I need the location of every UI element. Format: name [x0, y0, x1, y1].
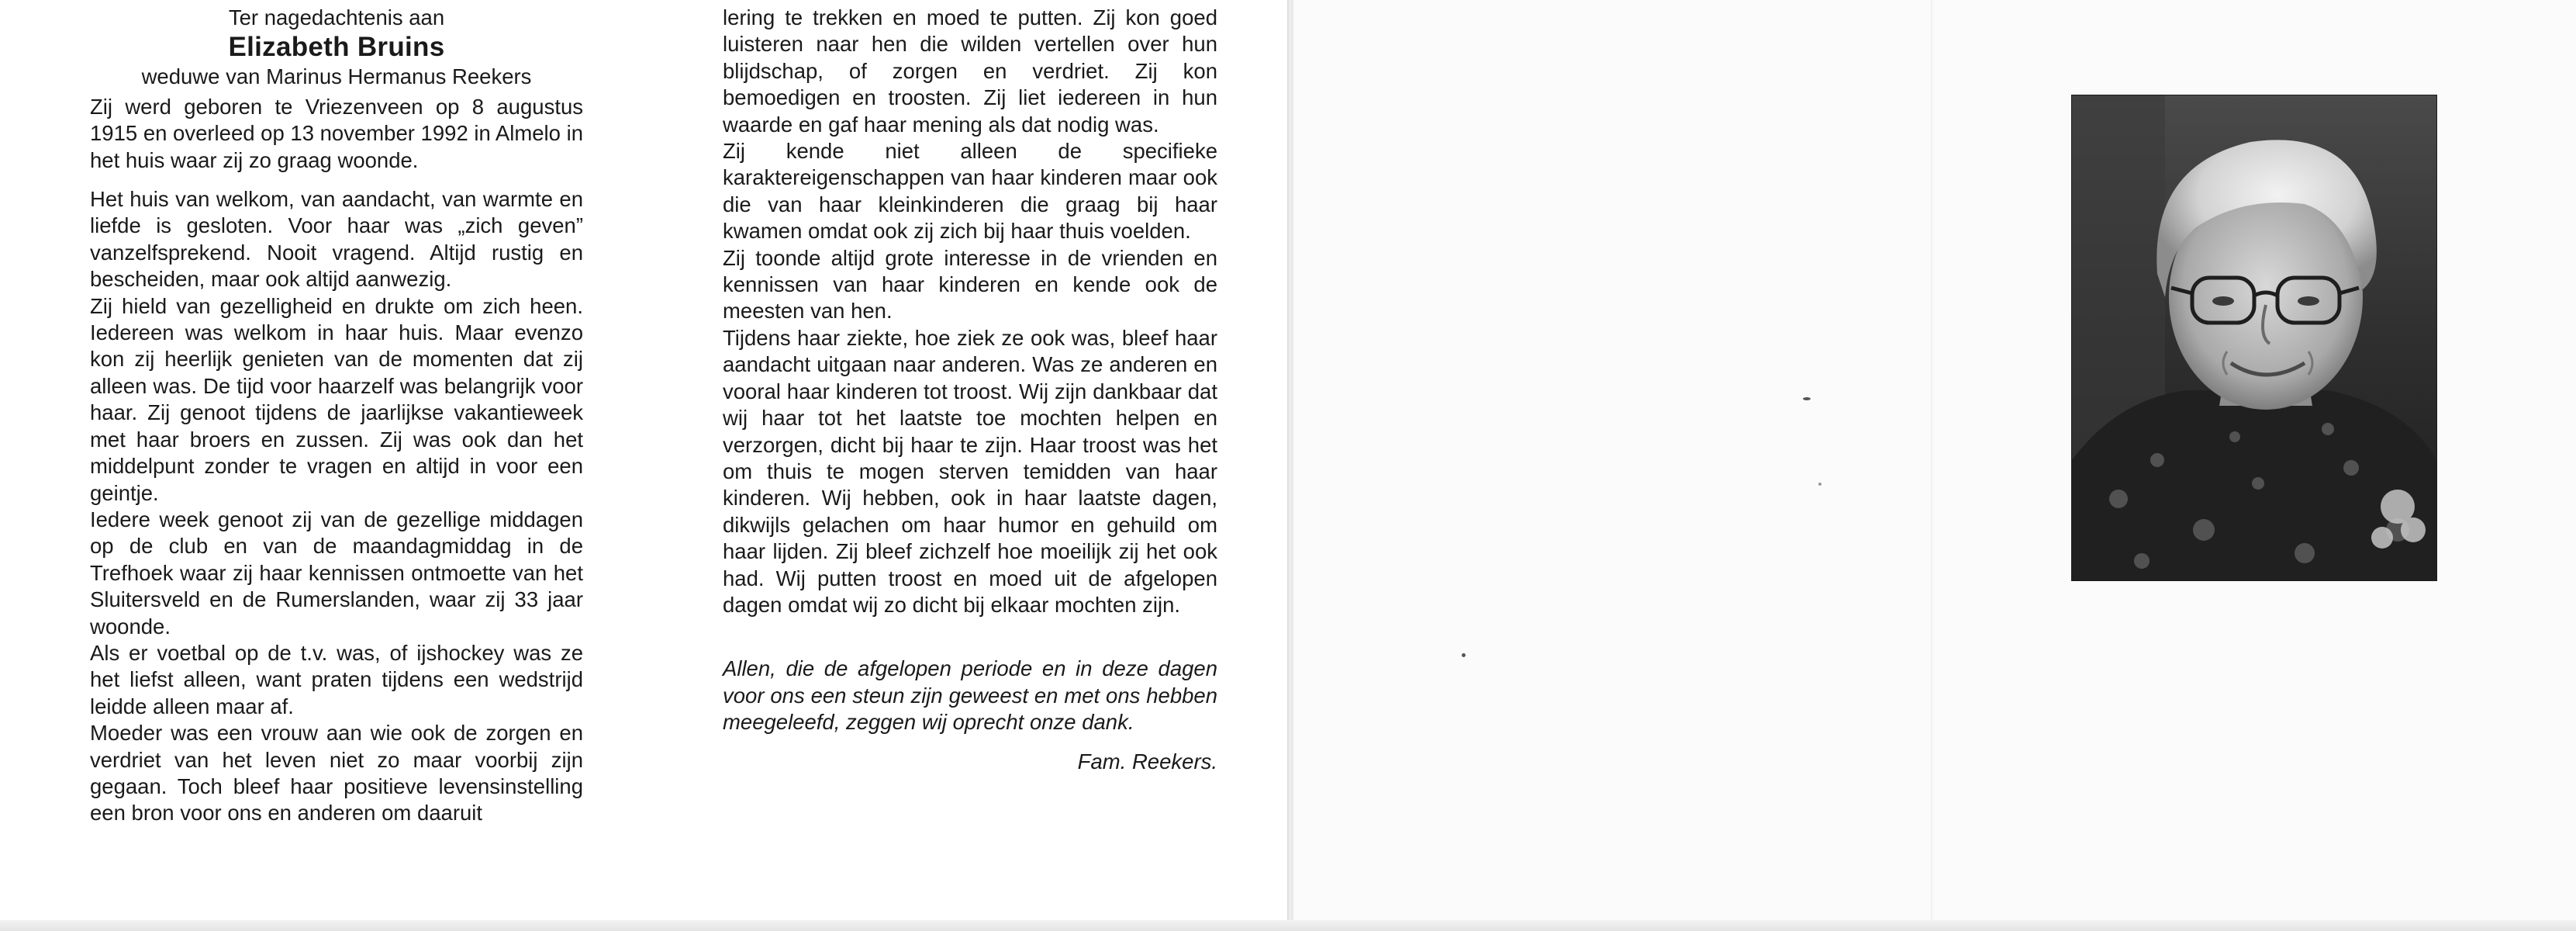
paper-speck: [1818, 483, 1822, 486]
paragraph: Als er voetbal op de t.v. was, of ijshockey was ze het liefst alleen, want praten tijdens een wedstrijd leidde alleen maar af.: [90, 640, 583, 718]
paragraph: Zij kende niet alleen de specifieke karaktereigenschappen van haar kinderen maar ook die van haar kleinkinderen die graag bij haar kwamen omdat ook zij zich bij haar thuis voelden.: [723, 139, 1217, 244]
paragraph: Zij werd geboren te Vriezenveen op 8 augustus 1915 en overleed op 13 november 1992 in Almelo in het huis waar zij zo graag woonde.: [90, 94, 584, 172]
paragraph: Het huis van welkom, van aandacht, van warmte en liefde is gesloten. Voor haar was „zich geven” vanzelfsprekend. Nooit vragend. Altijd rustig en bescheiden, maar ook altijd aanwezig.: [90, 187, 583, 292]
text-column-1: [90, 5, 583, 827]
paper-speck: [1462, 653, 1466, 657]
paragraph: Moeder was een vrouw aan wie ook de zorgen en verdriet van het leven niet zo maar voorbij zijn gegaan. Toch bleef haar positieve levensinstelling een bron voor ons en anderen om daaruit: [90, 721, 583, 825]
paragraph: Zij hield van gezelligheid en drukte om zich heen. Iedereen was welkom in haar huis. Maar evenzo kon zij heerlijk genieten van de momenten dat zij alleen was. De tijd voor haarzelf was belangrijk voor haar. Zij genoot tijdens de jaarlijkse vakantieweek met haar broers en zussen. Zij was ook dan het middelpunt zonder te vragen en altijd in voor een geintje.: [90, 293, 583, 505]
portrait-photo: [2071, 95, 2437, 581]
paragraph: lering te trekken en moed te putten. Zij kon goed luisteren naar hen die wilden vertellen over hun blijdschap, of zorgen en verdriet. Zij kon bemoedigen en troosten. Zij liet iedereen in hun waarde en gaf haar mening als dat nodig was.: [723, 5, 1217, 137]
family-signature: Fam. Reekers.: [1077, 749, 1217, 774]
card-header: [90, 5, 583, 91]
paragraph: Iedere week genoot zij van de gezellige middagen op de club en van de maandagmiddag in de Trefhoek waar zij haar kennissen ontmoette van het Sluitersveld en de Rumerslanden, waar zij 33 jaar woonde.: [90, 507, 583, 639]
memorial-intro: Ter nagedachtenis aan: [228, 5, 445, 29]
portrait-illustration: [2072, 95, 2436, 580]
paragraph: Tijdens haar ziekte, hoe ziek ze ook was, bleef haar aandacht uitgaan naar anderen. Was ze anderen en vooral haar kinderen tot troost. Wij zijn dankbaar dat wij haar tot het laatste toe mochten helpen en verzorgen, dicht bij haar te zijn. Haar troost was het om thuis te mogen sterven temidden van haar kinderen. Wij hebben, ook in haar laatste dagen, dikwijls gelachen om haar humor en gehuild om haar lijden. Zij bleef zichzelf hoe moeilijk zij het ook had. Wij putten troost en moed uit de afgelopen dagen omdat wij zo dicht bij elkaar mochten zijn.: [723, 325, 1217, 617]
panel-crease: [1931, 0, 1932, 931]
paragraph: Zij toonde altijd grote interesse in de vrienden en kennissen van haar kinderen en kende ook de meesten van hen.: [723, 245, 1217, 324]
thanks-note: Allen, die de afgelopen periode en in deze dagen voor ons een steun zijn geweest en met ons hebben meegeleefd, zeggen wij oprecht onze dank.: [723, 656, 1217, 735]
text-column-2: [723, 5, 1217, 775]
deceased-name: Elizabeth Bruins: [228, 32, 445, 63]
card-fold: [1287, 0, 1293, 931]
widow-of-line: weduwe van Marinus Hermanus Reekers: [141, 64, 532, 89]
card-bottom-edge: [0, 920, 2576, 931]
paper-speck: [1803, 397, 1811, 400]
